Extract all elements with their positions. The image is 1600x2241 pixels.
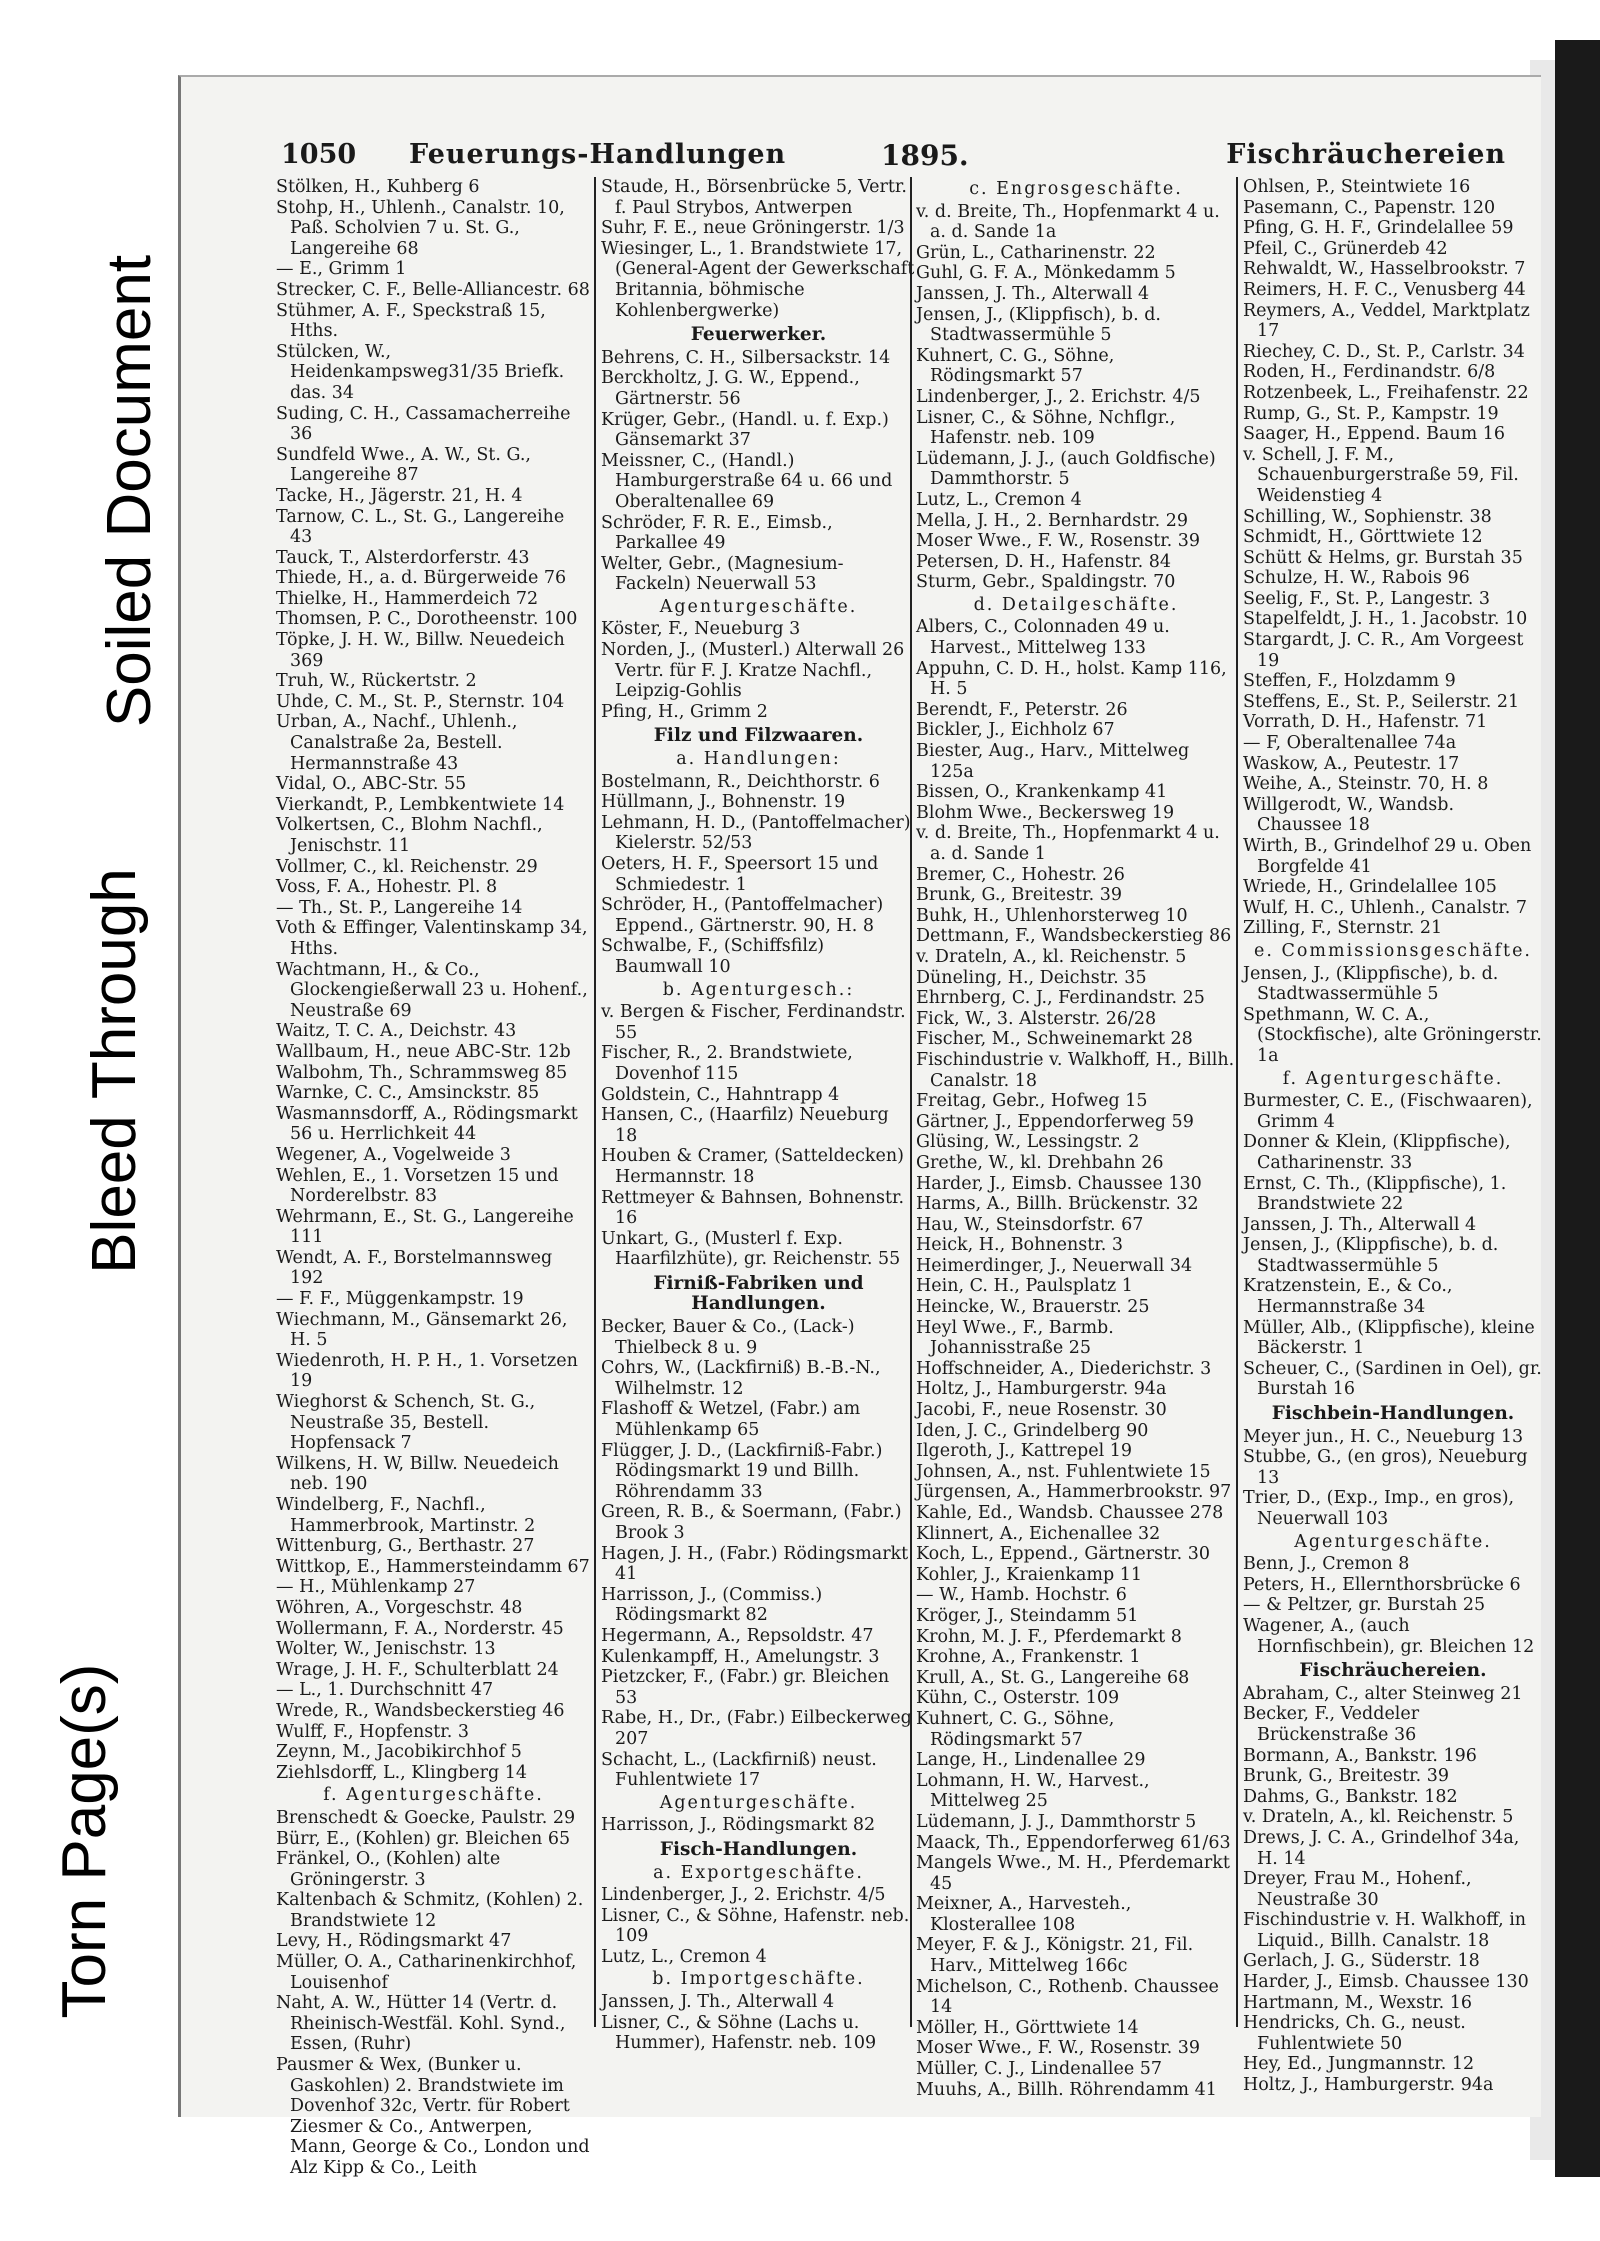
- directory-entry: Wöhren, A., Vorgeschstr. 48: [276, 1597, 523, 1618]
- directory-entry: Abraham, C., alter Steinweg 21: [1243, 1683, 1523, 1704]
- directory-entry: Fischer, R., 2. Brandstwiete, Dovenhof 115: [601, 1043, 853, 1084]
- directory-column-3: [916, 177, 1236, 2100]
- directory-entry: Stohp, H., Uhlenh., Canalstr. 10, Paß. Scholvien 7 u. St. G., Langereihe 68: [276, 197, 565, 259]
- directory-entry: v. Bergen & Fischer, Ferdinandstr. 55: [601, 1002, 906, 1043]
- directory-entry: Wiesinger, L., 1. Brandstwiete 17, (General-Agent der Gewerkschaft Britannia, böhmische Kohlenbergwerke): [601, 238, 915, 321]
- directory-entry: Pasemann, C., Papenstr. 120: [1243, 197, 1496, 218]
- category-heading: Fischräuchereien.: [1299, 1660, 1487, 1682]
- directory-entry: Stölken, H., Kuhberg 6: [276, 177, 480, 197]
- directory-entry: Burmester, C. E., (Fischwaaren), Grimm 4: [1243, 1091, 1533, 1132]
- directory-entry: Koch, L., Eppend., Gärtnerstr. 30: [916, 1544, 1210, 1565]
- directory-entry: Moser Wwe., F. W., Rosenstr. 39: [916, 531, 1201, 552]
- directory-entry: Lutz, L., Cremon 4: [916, 489, 1082, 510]
- directory-entry: Stubbe, G., (en gros), Neueburg 13: [1243, 1447, 1528, 1488]
- directory-entry: Kahle, Ed., Wandsb. Chaussee 278: [916, 1503, 1224, 1523]
- directory-entry: Lisner, C., & Söhne, Nchflgr., Hafenstr. neb. 109: [916, 407, 1176, 449]
- directory-entry: Kröger, J., Steindamm 51: [916, 1605, 1139, 1626]
- directory-entry: Hüllmann, J., Bohnenstr. 19: [601, 792, 846, 813]
- directory-entry: Flügger, J. D., (Lackfirniß-Fabr.) Rödingsmarkt 19 und Billh. Röhrendamm 33: [601, 1440, 883, 1502]
- directory-entry: Tarnow, C. L., St. G., Langereihe 43: [276, 506, 565, 548]
- directory-entry: Möller, H., Görttwiete 14: [916, 2017, 1139, 2038]
- directory-entry: v. Schell, J. F. M., Schauenburgerstraße 59, Fil. Weidenstieg 4: [1243, 444, 1519, 506]
- directory-entry: Flashoff & Wetzel, (Fabr.) am Mühlenkamp 65: [601, 1399, 861, 1441]
- directory-entry: Wolter, W., Jenischstr. 13: [276, 1639, 496, 1660]
- directory-entry: Ohlsen, P., Steintwiete 16: [1243, 177, 1471, 197]
- page-header: [281, 139, 1516, 179]
- category-heading: Filz und Filzwaaren.: [653, 725, 864, 747]
- directory-entry: Heincke, W., Brauerstr. 25: [916, 1297, 1150, 1318]
- directory-entry: Reymers, A., Veddel, Marktplatz 17: [1243, 300, 1530, 342]
- directory-entry: Fränkel, O., (Kohlen) alte Gröningerstr. 3: [276, 1849, 501, 1890]
- directory-entry: Waitz, T. C. A., Deichstr. 43: [276, 1021, 517, 1042]
- directory-entry: Wasmannsdorff, A., Rödingsmarkt 56 u. Herrlichkeit 44: [276, 1103, 578, 1145]
- directory-entry: Kohler, J., Kraienkamp 11: [916, 1564, 1143, 1585]
- directory-entry: Blohm Wwe., Beckersweg 19: [916, 802, 1175, 823]
- directory-entry: Lohmann, H. W., Harvest., Mittelweg 25: [916, 1770, 1150, 1812]
- directory-entry: Krüger, Gebr., (Handl. u. f. Exp.) Gänsemarkt 37: [601, 409, 889, 451]
- directory-entry: Pausmer & Wex, (Bunker u. Gaskohlen) 2. Brandstwiete im Dovenhof 32c, Vertr. für Robert Ziesmer & Co., Antwerpen, Mann, George & Co., London und Alz Kipp & Co., Leith: [276, 2055, 590, 2178]
- directory-entry: Drews, J. C. A., Grindelhof 34a, H. 14: [1243, 1827, 1520, 1869]
- directory-entry: Hey, Ed., Jungmannstr. 12: [1243, 2054, 1475, 2075]
- directory-entry: Wrede, R., Wandsbeckerstieg 46: [276, 1700, 565, 1721]
- directory-entry: Harms, A., Billh. Brückenstr. 32: [916, 1194, 1199, 1215]
- directory-entry: Mella, J. H., 2. Bernhardstr. 29: [916, 510, 1188, 531]
- directory-entry: Becker, Bauer & Co., (Lack-) Thielbeck 8 u. 9: [601, 1317, 855, 1358]
- directory-entry: Wendt, A. F., Borstelmannsweg 192: [276, 1247, 553, 1289]
- directory-entry: Wittkop, E., Hammersteindamm 67: [276, 1556, 590, 1577]
- directory-entry: Wehlen, E., 1. Vorsetzen 15 und Norderelbstr. 83: [276, 1165, 559, 1207]
- directory-entry: Schröder, F. R. E., Eimsb., Parkallee 49: [601, 512, 833, 554]
- directory-entry: Lisner, C., & Söhne (Lachs u. Hummer), Hafenstr. neb. 109: [601, 2012, 877, 2054]
- directory-entry: Green, R. B., & Soermann, (Fabr.) Brook 3: [601, 1502, 902, 1543]
- directory-entry: — W., Hamb. Hochstr. 6: [916, 1585, 1127, 1606]
- directory-entry: Goldstein, C., Hahntrapp 4: [601, 1084, 840, 1105]
- directory-page: [178, 75, 1542, 2178]
- subsection-heading: c. Engrosgeschäfte.: [969, 179, 1183, 199]
- directory-entry: Hartmann, M., Wexstr. 16: [1243, 1992, 1473, 2013]
- directory-entry: Jacobi, F., neue Rosenstr. 30: [916, 1400, 1167, 1421]
- directory-entry: Trier, D., (Exp., Imp., en gros), Neuerwall 103: [1243, 1488, 1515, 1529]
- directory-entry: Jensen, J., (Klippfisch), b. d. Stadtwassermühle 5: [916, 304, 1161, 346]
- directory-entry: Schulze, H. W., Rabois 96: [1243, 568, 1470, 589]
- directory-entry: Bostelmann, R., Deichthorstr. 6: [601, 771, 880, 792]
- directory-entry: Fick, W., 3. Alsterstr. 26/28: [916, 1008, 1157, 1029]
- directory-entry: Wachtmann, H., & Co., Glockengießerwall 23 u. Hohenf., Neustraße 69: [276, 959, 588, 1021]
- directory-entry: Harrisson, J., Rödingsmarkt 82: [601, 1815, 876, 1836]
- directory-entry: Wiechmann, M., Gänsemarkt 26, H. 5: [276, 1309, 568, 1351]
- directory-entry: Wieghorst & Schench, St. G., Neustraße 35, Bestell. Hopfensack 7: [276, 1392, 536, 1454]
- directory-entry: Krohn, M. J. F., Pferdemarkt 8: [916, 1626, 1182, 1647]
- directory-entry: Staude, H., Börsenbrücke 5, Vertr. f. Paul Strybos, Antwerpen: [601, 177, 907, 218]
- directory-entry: Urban, A., Nachf., Uhlenh., Canalstraße 2a, Bestell. Hermannstraße 43: [276, 712, 518, 774]
- directory-entry: Brunk, G., Breitestr. 39: [916, 885, 1122, 906]
- directory-entry: Rettmeyer & Bahnsen, Bohnenstr. 16: [601, 1187, 905, 1229]
- directory-entry: Wilkens, H. W, Billw. Neuedeich neb. 190: [276, 1453, 559, 1495]
- directory-column-2: [601, 177, 916, 2057]
- soiled-document-label: Soiled Document: [95, 254, 164, 728]
- directory-entry: Unkart, G., (Musterl f. Exp. Haarfilzhüte), gr. Reichenstr. 55: [601, 1228, 901, 1270]
- directory-entry: Wulf, H. C., Uhlenh., Canalstr. 7: [1243, 897, 1528, 918]
- directory-entry: Hegermann, A., Repsoldstr. 47: [601, 1625, 874, 1646]
- directory-entry: Fischindustrie v. Walkhoff, H., Billh. Canalstr. 18: [916, 1049, 1235, 1091]
- subsection-heading: Agenturgeschäfte.: [659, 596, 858, 617]
- directory-entry: Peters, H., Ellernthorsbrücke 6: [1243, 1574, 1521, 1595]
- directory-entry: — Th., St. P., Langereihe 14: [276, 897, 523, 918]
- directory-entry: Lutz, L., Cremon 4: [601, 1946, 767, 1967]
- directory-entry: Berckholtz, J. G. W., Eppend., Gärtnerstr. 56: [601, 368, 860, 409]
- directory-entry: Saager, H., Eppend. Baum 16: [1243, 424, 1506, 445]
- directory-entry: Zilling, F., Sternstr. 21: [1243, 918, 1443, 939]
- directory-entry: Lüdemann, J. J., Dammthorstr 5: [916, 1811, 1197, 1832]
- directory-entry: Kaltenbach & Schmitz, (Kohlen) 2. Brandstwiete 12: [276, 1890, 584, 1931]
- directory-entry: Sundfeld Wwe., A. W., St. G., Langereihe 87: [276, 444, 531, 486]
- category-heading: Feuerwerker.: [690, 324, 827, 346]
- directory-entry: Pfing, H., Grimm 2: [601, 701, 768, 722]
- directory-entry: Bürr, E., (Kohlen) gr. Bleichen 65: [276, 1828, 571, 1849]
- directory-entry: Welter, Gebr., (Magnesium-Fackeln) Neuerwall 53: [601, 553, 844, 595]
- directory-entry: Klinnert, A., Eichenallee 32: [916, 1523, 1161, 1544]
- directory-entry: Schacht, L., (Lackfirniß) neust. Fuhlentwiete 17: [601, 1749, 877, 1791]
- directory-entry: Riechey, C. D., St. P., Carlstr. 34: [1243, 341, 1525, 362]
- directory-entry: Gärtner, J., Eppendorferweg 59: [916, 1111, 1194, 1132]
- directory-entry: Norden, J., (Musterl.) Alterwall 26 Vertr. für F. J. Kratze Nachfl., Leipzig-Gohlis: [601, 640, 905, 702]
- directory-entry: Schwalbe, F., (Schiffsfilz) Baumwall 10: [601, 936, 825, 977]
- directory-entry: Steffen, F., Holzdamm 9: [1243, 671, 1456, 692]
- directory-entry: Krohne, A., Frankenstr. 1: [916, 1647, 1141, 1668]
- directory-entry: Kuhnert, C. G., Söhne, Rödingsmarkt 57: [916, 1708, 1115, 1750]
- directory-entry: Freitag, Gebr., Hofweg 15: [916, 1091, 1148, 1112]
- directory-entry: Warnke, C. C., Amsinckstr. 85: [276, 1083, 540, 1104]
- directory-entry: Hansen, C., (Haarfilz) Neueburg 18: [601, 1105, 889, 1146]
- directory-entry: Thomsen, P. C., Dorotheenstr. 100: [276, 609, 578, 630]
- directory-column-1: [276, 177, 591, 2178]
- directory-entry: Michelson, C., Rothenb. Chaussee 14: [916, 1976, 1219, 2018]
- directory-entry: Pietzcker, F., (Fabr.) gr. Bleichen 53: [601, 1667, 890, 1708]
- column-rule: [594, 177, 596, 2027]
- directory-entry: Harder, J., Eimsb. Chaussee 130: [1243, 1972, 1529, 1993]
- directory-entry: v. d. Breite, Th., Hopfenmarkt 4 u. a. d. Sande 1a: [916, 201, 1220, 243]
- directory-entry: Houben & Cramer, (Satteldecken) Hermannstr. 18: [601, 1146, 904, 1187]
- directory-entry: Reimers, H. F. C., Venusberg 44: [1243, 279, 1526, 300]
- directory-entry: Jensen, J., (Klippfische), b. d. Stadtwassermühle 5: [1243, 963, 1499, 1005]
- subsection-heading: Agenturgeschäfte.: [1294, 1531, 1492, 1552]
- directory-entry: Zeynn, M., Jacobikirchhof 5: [276, 1742, 522, 1763]
- directory-entry: Stühmer, A. F., Speckstraß 15, Hths.: [276, 300, 546, 342]
- subsection-heading: b. Importgeschäfte.: [652, 1969, 865, 1990]
- directory-entry: Steffens, E., St. P., Seilerstr. 21: [1243, 691, 1520, 712]
- directory-entry: Glüsing, W., Lessingstr. 2: [916, 1132, 1140, 1153]
- directory-entry: Bormann, A., Bankstr. 196: [1243, 1745, 1477, 1766]
- directory-entry: v. Drateln, A., kl. Reichenstr. 5: [916, 946, 1187, 967]
- directory-entry: Lindenberger, J., 2. Erichstr. 4/5: [916, 386, 1201, 407]
- directory-entry: Scheuer, C., (Sardinen in Oel), gr. Burstah 16: [1243, 1358, 1542, 1400]
- directory-entry: Appuhn, C. D. H., holst. Kamp 116, H. 5: [916, 658, 1227, 700]
- directory-entry: Rotzenbeek, L., Freihafenstr. 22: [1243, 382, 1529, 403]
- directory-entry: Schütt & Helms, gr. Burstah 35: [1243, 547, 1523, 568]
- directory-entry: Pfeil, C., Grünerdeb 42: [1243, 238, 1448, 259]
- directory-entry: Johnsen, A., nst. Fuhlentwiete 15: [916, 1461, 1211, 1482]
- directory-entry: Hagen, J. H., (Fabr.) Rödingsmarkt 41: [601, 1543, 909, 1585]
- directory-entry: Tauck, T., Alsterdorferstr. 43: [276, 547, 530, 568]
- directory-entry: Bickler, J., Eichholz 67: [916, 720, 1115, 741]
- subsection-heading: a. Exportgeschäfte.: [653, 1862, 864, 1883]
- directory-entry: Petersen, D. H., Hafenstr. 84: [916, 551, 1171, 572]
- directory-entry: Guhl, G. F. A., Mönkedamm 5: [916, 263, 1176, 284]
- directory-entry: Tacke, H., Jägerstr. 21, H. 4: [276, 485, 523, 506]
- column-rule: [1236, 177, 1238, 2027]
- directory-entry: Köster, F., Neueburg 3: [601, 619, 801, 640]
- subsection-heading: f. Agenturgeschäfte.: [323, 1785, 544, 1806]
- directory-entry: Lehmann, H. D., (Pantoffelmacher) Kielerstr. 52/53: [601, 812, 911, 854]
- directory-entry: Oeters, H. F., Speersort 15 und Schmiedestr. 1: [601, 854, 879, 895]
- directory-entry: Vierkandt, P., Lembkentwiete 14: [276, 794, 565, 815]
- directory-entry: Donner & Klein, (Klippfische), Catharinenstr. 33: [1243, 1132, 1511, 1173]
- directory-entry: Willgerodt, W., Wandsb. Chaussee 18: [1243, 794, 1455, 836]
- directory-entry: Bremer, C., Hohestr. 26: [916, 864, 1125, 885]
- directory-entry: Spethmann, W. C. A., (Stockfische), alte Gröningerstr. 1a: [1243, 1004, 1542, 1066]
- directory-entry: Muuhs, A., Billh. Röhrendamm 41: [916, 2079, 1217, 2100]
- directory-entry: Janssen, J. Th., Alterwall 4: [601, 1992, 835, 2013]
- directory-entry: Stapelfeldt, J. H., 1. Jacobstr. 10: [1243, 609, 1528, 630]
- directory-entry: Hoffschneider, A., Diederichstr. 3: [916, 1358, 1212, 1379]
- directory-entry: Wegener, A., Vogelweide 3: [276, 1144, 511, 1165]
- subsection-heading: f. Agenturgeschäfte.: [1282, 1068, 1504, 1089]
- directory-entry: Wittenburg, G., Berthastr. 27: [276, 1536, 535, 1557]
- directory-entry: Meissner, C., (Handl.) Hamburgerstraße 64 u. 66 und Oberaltenallee 69: [601, 450, 893, 512]
- directory-entry: Fischindustrie v. H. Walkhoff, in Liquid., Billh. Canalstr. 18: [1243, 1910, 1527, 1951]
- directory-entry: Krull, A., St. G., Langereihe 68: [916, 1667, 1190, 1688]
- directory-entry: Düneling, H., Deichstr. 35: [916, 967, 1147, 988]
- directory-entry: — & Peltzer, gr. Burstah 25: [1243, 1595, 1486, 1616]
- directory-entry: Dahms, G., Bankstr. 182: [1243, 1786, 1458, 1807]
- directory-entry: Schmidt, H., Görttwiete 12: [1243, 527, 1483, 548]
- directory-entry: Voss, F. A., Hohestr. Pl. 8: [276, 877, 498, 898]
- directory-entry: — F. F., Müggenkampstr. 19: [276, 1289, 524, 1310]
- directory-entry: Lindenberger, J., 2. Erichstr. 4/5: [601, 1885, 886, 1906]
- subsection-heading: d. Detailgeschäfte.: [973, 594, 1179, 615]
- directory-entry: Ilgeroth, J., Kattrepel 19: [916, 1441, 1133, 1462]
- directory-entry: Töpke, J. H. W., Billw. Neuedeich 369: [276, 630, 565, 671]
- directory-entry: Walbohm, Th., Schrammsweg 85: [276, 1062, 568, 1083]
- directory-entry: Müller, Alb., (Klippfische), kleine Bäckerstr. 1: [1243, 1317, 1535, 1359]
- page-number: 1050: [281, 139, 357, 170]
- side-labels: [0, 0, 175, 2177]
- directory-entry: Heyl Wwe., F., Barmb. Johannisstraße 25: [916, 1317, 1114, 1359]
- directory-entry: — H., Mühlenkamp 27: [276, 1577, 476, 1598]
- directory-entry: Volkertsen, C., Blohm Nachfl., Jenischstr. 11: [276, 815, 543, 856]
- directory-entry: Sturm, Gebr., Spaldingstr. 70: [916, 572, 1176, 593]
- directory-entry: Kühn, C., Osterstr. 109: [916, 1688, 1120, 1709]
- directory-entry: Lüdemann, J. J., (auch Goldfische) Dammthorstr. 5: [916, 448, 1216, 490]
- directory-entry: Voth & Effinger, Valentinskamp 34, Hths.: [276, 918, 588, 959]
- directory-entry: Rehwaldt, W., Hasselbrookstr. 7: [1243, 259, 1526, 280]
- subsection-heading: e. Commissionsgeschäfte.: [1253, 940, 1532, 961]
- directory-column-4: [1243, 177, 1543, 2096]
- directory-entry: Suhr, F. E., neue Gröningerstr. 1/3: [601, 218, 905, 239]
- directory-entry: Wiedenroth, H. P. H., 1. Vorsetzen 19: [276, 1350, 578, 1392]
- directory-entry: Seelig, F., St. P., Langestr. 3: [1243, 588, 1490, 609]
- directory-entry: Wallbaum, H., neue ABC-Str. 12b: [276, 1041, 571, 1062]
- directory-entry: Meixner, A., Harvesteh., Klosterallee 108: [916, 1894, 1132, 1935]
- directory-entry: — F, Oberaltenallee 74a: [1243, 733, 1457, 754]
- subsection-heading: b. Agenturgesch.:: [662, 979, 855, 1000]
- directory-entry: Kratzenstein, E., & Co., Hermannstraße 34: [1243, 1276, 1453, 1318]
- directory-entry: — E., Grimm 1: [276, 259, 407, 280]
- directory-entry: Naht, A. W., Hütter 14 (Vertr. d. Rheinisch-Westfäl. Kohl. Synd., Essen, (Ruhr): [276, 1993, 566, 2055]
- directory-entry: Schröder, H., (Pantoffelmacher) Eppend., Gärtnerstr. 90, H. 8: [601, 895, 884, 936]
- directory-entry: v. Drateln, A., kl. Reichenstr. 5: [1243, 1807, 1514, 1828]
- section-title: Fischräuchereien: [1226, 139, 1506, 170]
- directory-entry: Brunk, G., Breitestr. 39: [1243, 1766, 1449, 1787]
- page-year: 1895.: [881, 139, 969, 172]
- directory-entry: Ehrnberg, C. J., Ferdinandstr. 25: [916, 988, 1205, 1009]
- directory-entry: Janssen, J. Th., Alterwall 4: [916, 283, 1150, 304]
- directory-entry: Ernst, C. Th., (Klippfische), 1. Brandstwiete 22: [1243, 1173, 1507, 1215]
- torn-page-label: Torn Page(s): [50, 1663, 119, 2019]
- directory-entry: Janssen, J. Th., Alterwall 4: [1243, 1214, 1477, 1235]
- directory-entry: Vorrath, D. H., Hafenstr. 71: [1243, 712, 1488, 733]
- directory-entry: Heick, H., Bohnenstr. 3: [916, 1235, 1123, 1256]
- directory-entry: Grethe, W., kl. Drehbahn 26: [916, 1152, 1164, 1173]
- page-title: Feuerungs-Handlungen: [409, 139, 787, 170]
- directory-entry: Heimerdinger, J., Neuerwall 34: [916, 1255, 1193, 1276]
- directory-entry: Ziehlsdorff, L., Klingberg 14: [276, 1762, 528, 1783]
- directory-entry: Holtz, J., Hamburgerstr. 94a: [1243, 2075, 1494, 2096]
- directory-entry: Stülcken, W., Heidenkampsweg31/35 Briefk. das. 34: [276, 341, 565, 403]
- subsection-heading: a. Handlungen:: [676, 749, 841, 770]
- bleed-through-label: Bleed Through: [80, 868, 149, 1274]
- directory-entry: Wulff, F., Hopfenstr. 3: [276, 1721, 470, 1742]
- directory-entry: Harder, J., Eimsb. Chaussee 130: [916, 1173, 1202, 1194]
- category-heading: Fischbein-Handlungen.: [1271, 1403, 1515, 1425]
- directory-entry: Wehrmann, E., St. G., Langereihe 111: [276, 1206, 574, 1248]
- directory-entry: Fischer, M., Schweinemarkt 28: [916, 1029, 1193, 1050]
- directory-entry: Lange, H., Lindenallee 29: [916, 1750, 1146, 1771]
- directory-entry: Schilling, W., Sophienstr. 38: [1243, 506, 1492, 527]
- directory-entry: Benn, J., Cremon 8: [1243, 1554, 1410, 1575]
- directory-entry: v. d. Breite, Th., Hopfenmarkt 4 u. a. d. Sande 1: [916, 823, 1220, 864]
- directory-entry: Hau, W., Steinsdorfstr. 67: [916, 1214, 1144, 1235]
- directory-entry: Hein, C. H., Paulsplatz 1: [916, 1276, 1133, 1297]
- directory-entry: Rump, G., St. P., Kampstr. 19: [1243, 403, 1499, 424]
- directory-entry: Jensen, J., (Klippfische), b. d. Stadtwassermühle 5: [1243, 1235, 1499, 1276]
- directory-entry: Wollermann, F. A., Norderstr. 45: [276, 1618, 564, 1639]
- directory-entry: Gerlach, J. G., Süderstr. 18: [1243, 1951, 1480, 1972]
- directory-entry: Berendt, F., Peterstr. 26: [916, 699, 1128, 720]
- directory-entry: Truh, W., Rückertstr. 2: [276, 671, 477, 692]
- directory-entry: Wrage, J. H. F., Schulterblatt 24: [276, 1659, 559, 1680]
- directory-entry: — L., 1. Durchschnitt 47: [276, 1680, 494, 1701]
- directory-entry: Moser Wwe., F. W., Rosenstr. 39: [916, 2038, 1201, 2059]
- directory-entry: Holtz, J., Hamburgerstr. 94a: [916, 1379, 1167, 1400]
- directory-entry: Brenschedt & Goecke, Paulstr. 29: [276, 1807, 576, 1828]
- directory-entry: Thiede, H., a. d. Bürgerweide 76: [276, 568, 567, 589]
- directory-entry: Wagener, A., (auch Hornfischbein), gr. Bleichen 12: [1243, 1615, 1535, 1657]
- directory-entry: Levy, H., Rödingsmarkt 47: [276, 1931, 512, 1952]
- directory-entry: Kuhnert, C. G., Söhne, Rödingsmarkt 57: [916, 345, 1115, 387]
- directory-entry: Maack, Th., Eppendorferweg 61/63: [916, 1832, 1231, 1853]
- directory-entry: Uhde, C. M., St. P., Sternstr. 104: [276, 691, 565, 712]
- directory-entry: Müller, O. A., Catharinenkirchhof, Louisenhof: [276, 1952, 577, 1993]
- directory-entry: Pfing, G. H. F., Grindelallee 59: [1243, 218, 1514, 239]
- directory-entry: Dreyer, Frau M., Hohenf., Neustraße 30: [1243, 1869, 1472, 1910]
- directory-entry: Grün, L., Catharinenstr. 22: [916, 242, 1156, 263]
- directory-entry: Wriede, H., Grindelallee 105: [1243, 877, 1497, 898]
- directory-entry: Strecker, C. F., Belle-Alliancestr. 68: [276, 279, 590, 300]
- directory-entry: Vollmer, C., kl. Reichenstr. 29: [276, 856, 538, 877]
- directory-entry: Windelberg, F., Nachfl., Hammerbrook, Martinstr. 2: [276, 1495, 536, 1536]
- subsection-heading: Agenturgeschäfte.: [659, 1792, 858, 1813]
- directory-entry: Weihe, A., Steinstr. 70, H. 8: [1243, 774, 1489, 795]
- directory-entry: Harrisson, J., (Commiss.) Rödingsmarkt 82: [601, 1584, 823, 1626]
- directory-entry: Iden, J. C., Grindelberg 90: [916, 1420, 1149, 1441]
- directory-entry: Meyer, F. & J., Königstr. 21, Fil. Harv., Mittelweg 166c: [916, 1935, 1194, 1977]
- directory-entry: Albers, C., Colonnaden 49 u. Harvest., Mittelweg 133: [916, 617, 1170, 659]
- category-heading: Firniß-Fabriken und Handlungen.: [653, 1272, 864, 1315]
- category-heading: Fisch-Handlungen.: [659, 1838, 858, 1860]
- directory-entry: Meyer jun., H. C., Neueburg 13: [1243, 1426, 1524, 1447]
- directory-entry: Wirth, B., Grindelhof 29 u. Oben Borgfelde 41: [1243, 836, 1532, 877]
- directory-entry: Roden, H., Ferdinandstr. 6/8: [1243, 362, 1496, 383]
- directory-entry: Waskow, A., Peutestr. 17: [1243, 753, 1460, 774]
- directory-entry: Becker, F., Veddeler Brückenstraße 36: [1243, 1704, 1420, 1745]
- directory-entry: Müller, C. J., Lindenallee 57: [916, 2059, 1163, 2080]
- directory-entry: Kulenkampff, H., Amelungstr. 3: [601, 1646, 880, 1667]
- directory-entry: Vidal, O., ABC-Str. 55: [276, 774, 467, 795]
- scanner-edge-shadow: [1555, 40, 1600, 2177]
- directory-entry: Stargardt, J. C. R., Am Vorgeest 19: [1243, 630, 1524, 671]
- directory-entry: Rabe, H., Dr., (Fabr.) Eilbeckerweg 207: [601, 1708, 912, 1749]
- directory-entry: Behrens, C. H., Silbersackstr. 14: [601, 347, 891, 368]
- directory-entry: Bissen, O., Krankenkamp 41: [916, 782, 1168, 803]
- directory-entry: Hendricks, Ch. G., neust. Fuhlentwiete 50: [1243, 2013, 1466, 2054]
- directory-entry: Biester, Aug., Harv., Mittelweg 125a: [916, 741, 1190, 782]
- directory-entry: Thielke, H., Hammerdeich 72: [276, 588, 539, 609]
- directory-entry: Buhk, H., Uhlenhorsterweg 10: [916, 905, 1188, 926]
- directory-entry: Suding, C. H., Cassamacherreihe 36: [276, 403, 571, 445]
- directory-entry: Jürgensen, A., Hammerbrookstr. 97: [916, 1482, 1232, 1503]
- directory-entry: Dettmann, F., Wandsbeckerstieg 86: [916, 926, 1232, 947]
- directory-entry: Mangels Wwe., M. H., Pferdemarkt 45: [916, 1853, 1230, 1894]
- directory-entry: Cohrs, W., (Lackfirniß) B.-B.-N., Wilhelmstr. 12: [601, 1358, 881, 1399]
- directory-entry: Lisner, C., & Söhne, Hafenstr. neb. 109: [601, 1905, 910, 1947]
